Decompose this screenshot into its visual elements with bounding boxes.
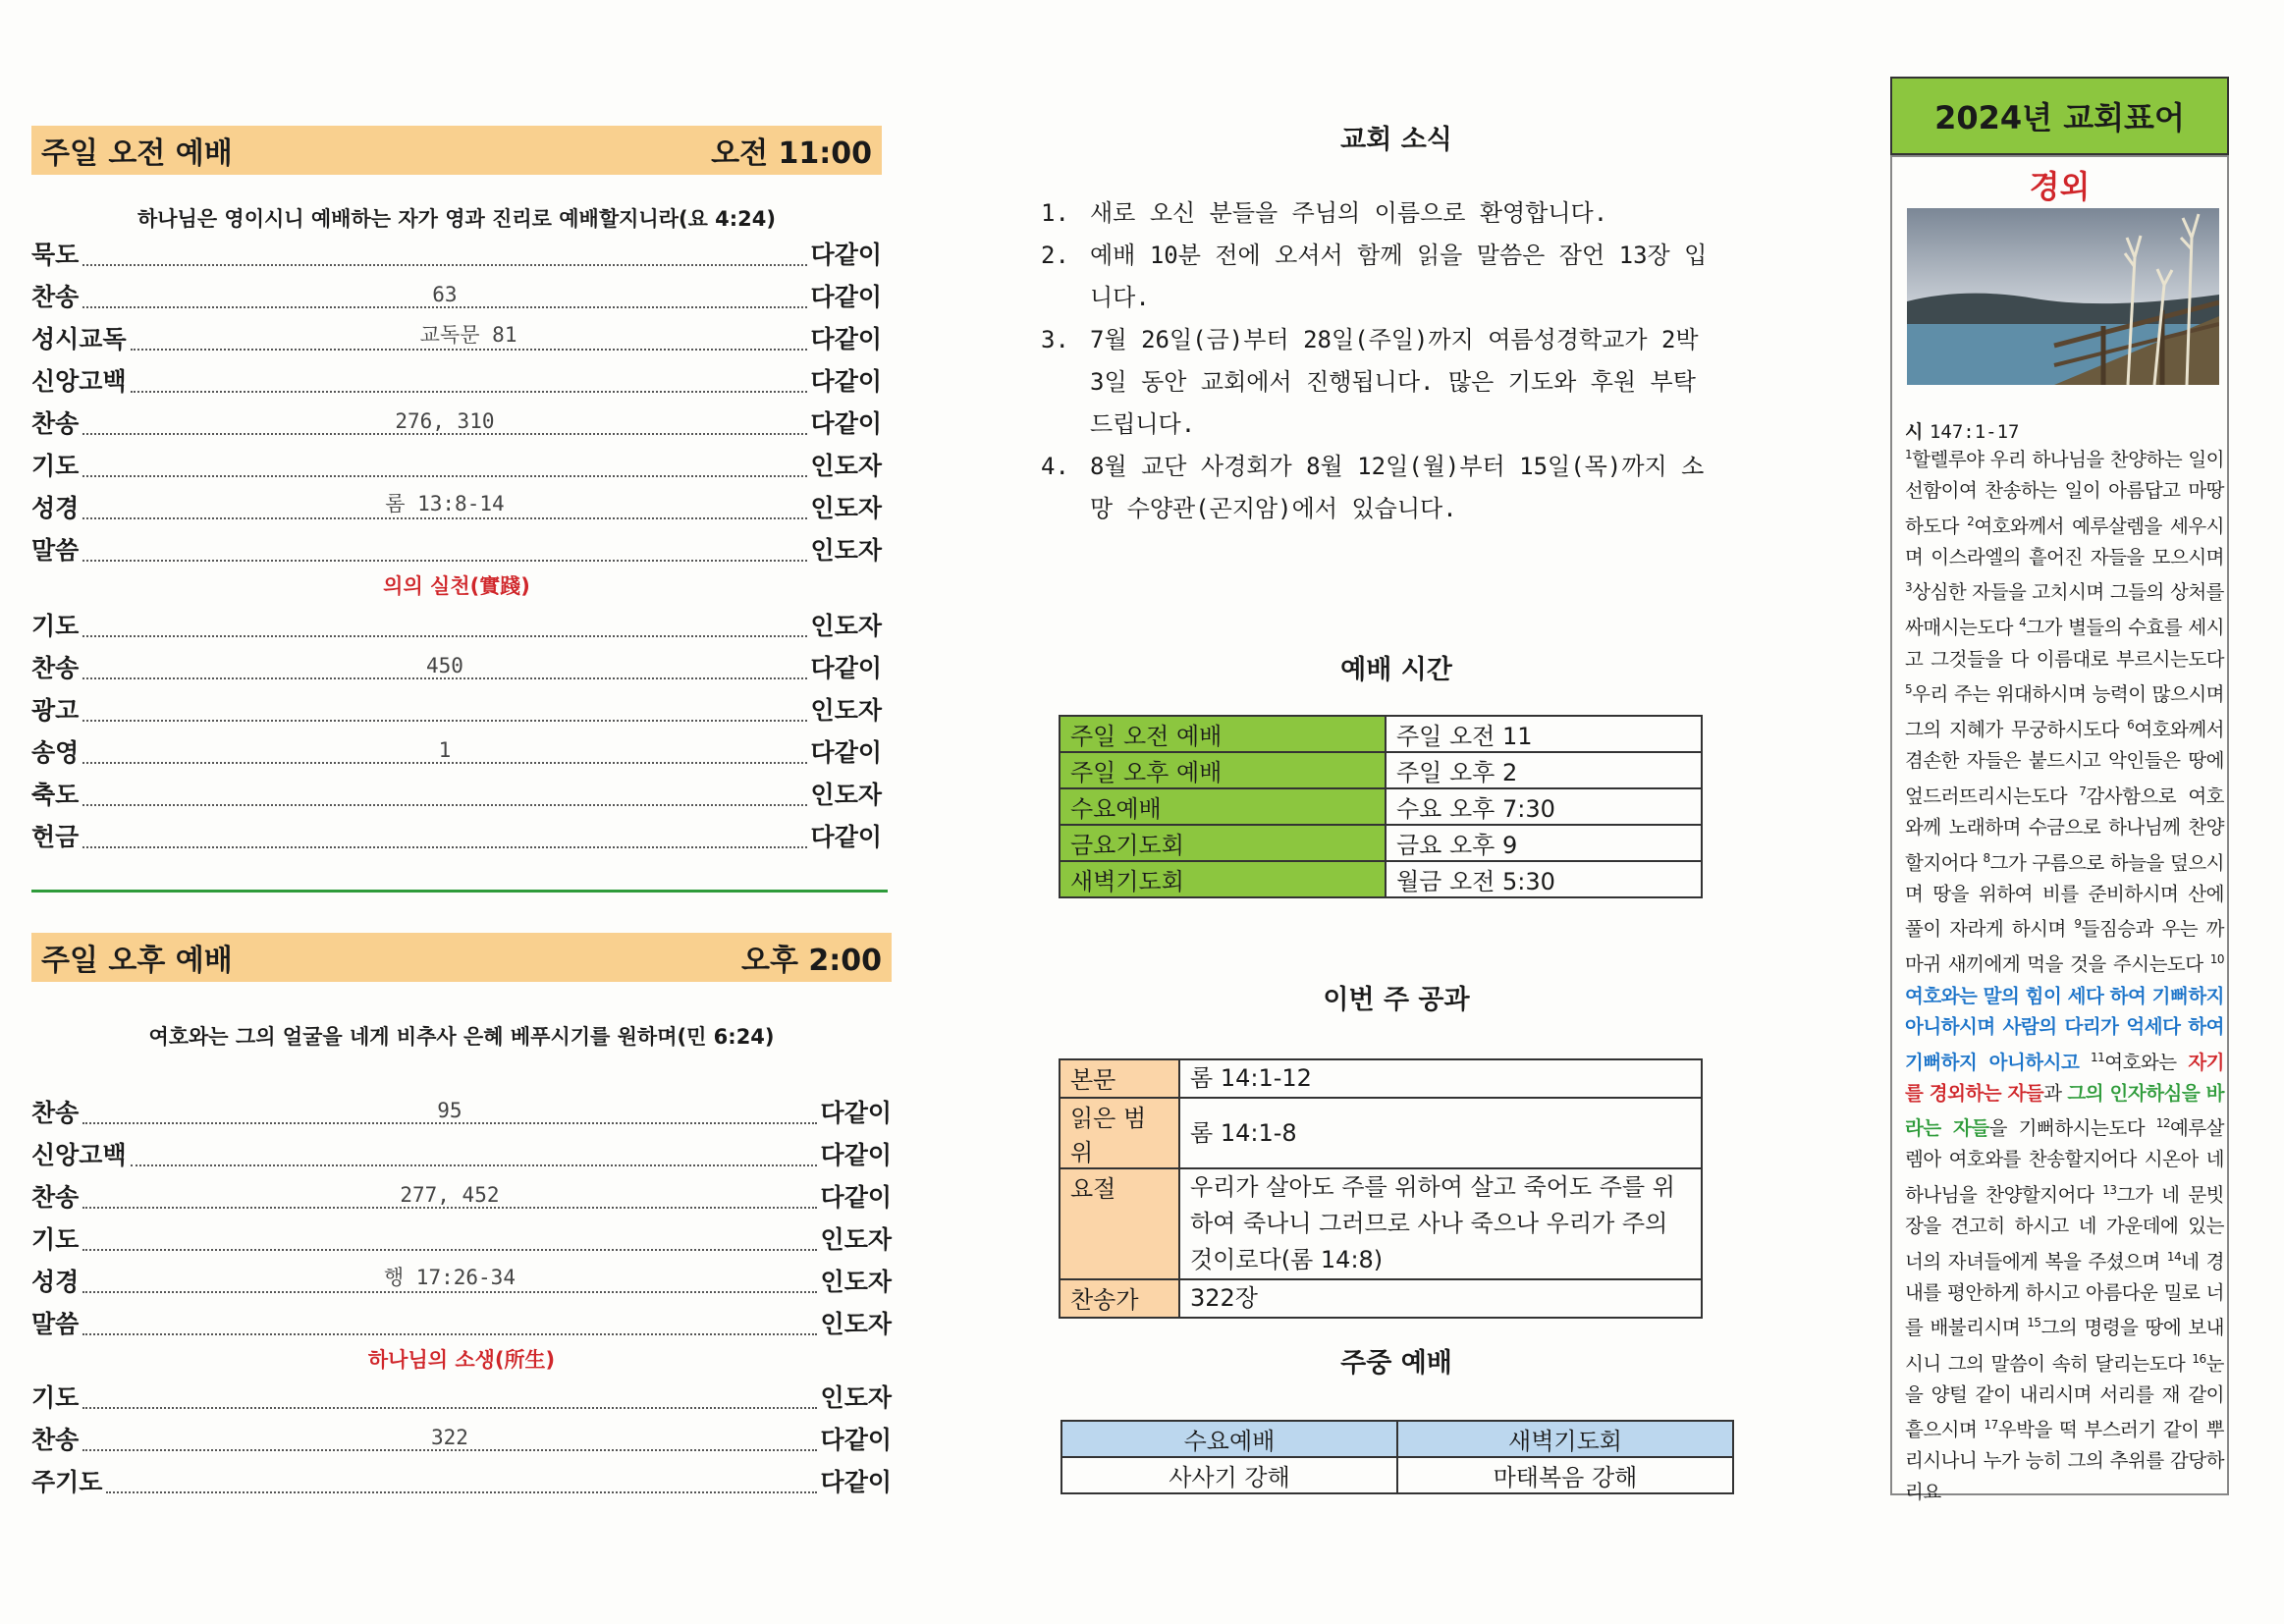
news-number: 3. — [1041, 326, 1069, 353]
order-item-performer: 다같이 — [820, 1141, 892, 1169]
order-item-performer: 다같이 — [820, 1468, 892, 1496]
service-name: 주일 오전 예배 — [1060, 716, 1386, 752]
news-text: 7월 26일(금)부터 28일(주일)까지 여름성경학교가 2박 3일 동안 교회에서 진행됩니다. 많은 기도와 후원 부탁 드립니다. — [1090, 326, 1699, 438]
afternoon-sermon-title: 하나님의 소생(所生) — [367, 1348, 556, 1372]
order-item — [31, 1263, 892, 1305]
order-item-name: 묵도 — [31, 241, 80, 269]
afternoon-order-list-2 — [31, 1379, 892, 1505]
morning-sermon-title: 의의 실천(實踐) — [383, 574, 530, 598]
order-item-performer: 다같이 — [810, 823, 882, 851]
order-item-performer: 인도자 — [820, 1268, 892, 1296]
order-item-name: 신앙고백 — [31, 367, 127, 396]
lesson-label: 요절 — [1060, 1168, 1179, 1279]
service-time-row — [1060, 752, 1702, 788]
order-item-performer: 인도자 — [820, 1225, 892, 1254]
leader-dots — [82, 475, 806, 477]
news-number: 4. — [1041, 453, 1069, 480]
service-times-title: 예배 시간 — [1340, 655, 1452, 685]
leader-dots — [131, 323, 807, 351]
motto-title: 2024년 교회표어 — [1890, 77, 2229, 155]
news-item — [1041, 446, 1709, 530]
order-item — [31, 607, 882, 649]
service-name: 수요예배 — [1060, 788, 1386, 825]
morning-order-list-2 — [31, 607, 882, 860]
order-item-performer: 인도자 — [810, 781, 882, 809]
weekday-title: 주중 예배 — [1340, 1348, 1452, 1379]
lesson-value: 우리가 살아도 주를 위하여 살고 죽어도 주를 위하여 죽나니 그러므로 사나 죽으나 우리가 주의 것이로다(롬 14:8) — [1179, 1168, 1702, 1279]
weekday-header: 새벽기도회 — [1397, 1421, 1733, 1457]
news-text: 새로 오신 분들을 주님의 이름으로 환영합니다. — [1090, 199, 1608, 227]
news-list — [1041, 192, 1709, 530]
order-item-name: 찬송 — [31, 1426, 80, 1454]
morning-verse: 하나님은 영이시니 예배하는 자가 영과 진리로 예배할지니라(요 4:24) — [136, 207, 777, 231]
lesson-title: 이번 주 공과 — [1323, 985, 1470, 1015]
news-item — [1041, 235, 1709, 319]
leader-dots — [82, 738, 806, 764]
weekday-value-row — [1061, 1457, 1733, 1493]
service-time: 금요 오후 9 — [1386, 825, 1702, 861]
lesson-label: 본문 — [1060, 1059, 1179, 1098]
order-item — [31, 1463, 892, 1505]
weekday-header-row — [1061, 1421, 1733, 1457]
leader-dots — [82, 283, 806, 308]
order-item-detail: 322 — [428, 1426, 471, 1449]
order-item-name: 헌금 — [31, 823, 80, 851]
news-item — [1041, 319, 1709, 446]
order-item-detail: 450 — [423, 654, 466, 677]
leader-dots — [82, 804, 806, 806]
order-item — [31, 649, 882, 691]
order-item-name: 성시교독 — [31, 325, 127, 353]
psalm-range: 147:1-17 — [1929, 421, 2020, 443]
service-time: 주일 오전 11 — [1386, 716, 1702, 752]
order-item — [31, 1220, 892, 1263]
order-item-performer: 다같이 — [810, 325, 882, 353]
order-item-detail: 1 — [436, 738, 455, 762]
order-item-name: 광고 — [31, 696, 80, 725]
order-item-name: 송영 — [31, 738, 80, 767]
order-item-performer: 인도자 — [820, 1310, 892, 1338]
leader-dots — [82, 264, 806, 266]
leader-dots — [82, 1183, 816, 1209]
service-name: 금요기도회 — [1060, 825, 1386, 861]
order-item-name: 신앙고백 — [31, 1141, 127, 1169]
order-item — [31, 1178, 892, 1220]
order-item-detail: 행 17:26-34 — [381, 1262, 518, 1291]
order-item-detail: 276, 310 — [392, 409, 497, 433]
order-item-performer: 인도자 — [820, 1383, 892, 1412]
service-name: 새벽기도회 — [1060, 861, 1386, 897]
weekday-header: 수요예배 — [1061, 1421, 1397, 1457]
afternoon-service-header — [31, 933, 892, 982]
service-time-row — [1060, 788, 1702, 825]
order-item — [31, 733, 882, 776]
motto-word: 경외 — [2029, 168, 2091, 205]
order-item-performer: 다같이 — [810, 283, 882, 311]
leader-dots — [82, 492, 806, 519]
lesson-label: 읽은 범위 — [1060, 1098, 1179, 1168]
order-item-name: 기도 — [31, 612, 80, 640]
order-item-name: 기도 — [31, 1383, 80, 1412]
order-item-performer: 인도자 — [810, 612, 882, 640]
news-text: 예배 10분 전에 오셔서 함께 읽을 말씀은 잠언 13장 입니다. — [1090, 242, 1708, 311]
leader-dots — [82, 1333, 816, 1335]
order-item-name: 기도 — [31, 1225, 80, 1254]
service-time-row — [1060, 825, 1702, 861]
afternoon-service-title: 주일 오후 예배 — [41, 944, 233, 978]
order-item-name: 성경 — [31, 1268, 80, 1296]
psalm-book: 시 — [1905, 421, 1924, 443]
weekday-value: 사사기 강해 — [1061, 1457, 1397, 1493]
order-item — [31, 278, 882, 320]
morning-service-time: 오전 11:00 — [711, 136, 872, 171]
weekday-table — [1060, 1420, 1734, 1494]
leader-dots — [131, 1164, 817, 1166]
leader-dots — [82, 1266, 816, 1293]
leader-dots — [82, 1426, 816, 1451]
service-times-table — [1059, 715, 1703, 898]
afternoon-order-list — [31, 1094, 892, 1347]
service-time: 월금 오전 5:30 — [1386, 861, 1702, 897]
order-item-name: 찬송 — [31, 654, 80, 682]
lesson-label: 찬송가 — [1060, 1279, 1179, 1318]
news-item — [1041, 192, 1709, 235]
order-item — [31, 1136, 892, 1178]
morning-service-title: 주일 오전 예배 — [41, 136, 233, 171]
leader-dots — [131, 391, 807, 393]
psalm-text: $^1$할렐루야 우리 하나님을 찬양하는 일이 선함이여 찬송하는 일이 아름답고 마땅하도다 $^2$여호와께서 예루살렘을 세우시며 이스라엘의 흩어진 자들을 모으시며 $^3$상심한 자들을 고치시며 그들의 상처를 싸매시는도다 $^4$그가 별들의 수효를 세시고 그것들을 다 이름대로 부르시는도다 $^5$우리 주는 위대하시며 능력이 많으시며 그의 지혜가 무궁하시도다 $^6$여호와께서 겸손한 자들은 붙드시고 악인들은 땅에 엎드러뜨리시는도다 $^7$감사함으로 여호와께 노래하며 수금으로 하나님께 찬양할지어다 $^8$그가 구름으로 하늘을 덮으시며 땅을 위하여 비를 준비하시며 산에 풀이 자라게 하시며 $^9$들짐승과 우는 까마귀 새끼에게 먹을 것을 주시는도다 $^{10}$여호와는 말의 힘이 세다 하여 기뻐하지 아니하시며 사람의 다리가 억세다 하여 기뻐하지 아니하시고 $^{11}$여호와는 자기를 경외하는 자들과 그의 인자하심을 바라는 자들을 기뻐하시는도다 $^{12}$예루살렘아 여호와를 찬송할지어다 시온아 네 하나님을 찬양할지어다 $^{13}$그가 네 문빗장을 견고히 하시고 네 가운데에 있는 너의 자녀들에게 복을 주셨으며 $^{14}$네 경내를 평안하게 하시고 아름다운 밀로 너를 배불리시며 $^{15}$그의 명령을 땅에 보내시니 그의 말씀이 속히 달리는도다 $^{16}$눈을 양털 같이 내리시며 서리를 재 같이 흩으시며 $^{17}$우박을 떡 부스러기 같이 뿌리시나니 누가 능히 그의 추위를 감당하리요 — [1905, 448, 2225, 1503]
lesson-row — [1060, 1279, 1702, 1318]
order-item-detail: 롬 13:8-14 — [382, 488, 507, 517]
order-item — [31, 447, 882, 489]
order-item-performer: 다같이 — [810, 738, 882, 767]
leader-dots — [82, 635, 806, 637]
order-item-name: 말씀 — [31, 536, 80, 565]
leader-dots — [82, 654, 806, 679]
order-item — [31, 776, 882, 818]
landscape-photo — [1907, 208, 2219, 385]
order-item — [31, 691, 882, 733]
service-time-row — [1060, 716, 1702, 752]
lesson-value: 롬 14:1-12 — [1179, 1059, 1702, 1098]
leader-dots — [82, 1249, 816, 1251]
lesson-row — [1060, 1059, 1702, 1098]
order-item — [31, 1379, 892, 1421]
leader-dots — [82, 720, 806, 722]
morning-service-header — [31, 126, 882, 175]
order-item-name: 찬송 — [31, 1183, 80, 1212]
afternoon-service-time: 오후 2:00 — [740, 944, 882, 978]
afternoon-verse: 여호와는 그의 얼굴을 네게 비추사 은혜 베푸시기를 원하며(민 6:24) — [148, 1025, 775, 1049]
order-item-name: 주기도 — [31, 1468, 103, 1496]
service-name: 주일 오후 예배 — [1060, 752, 1386, 788]
order-item-name: 성경 — [31, 494, 80, 522]
order-item-name: 기도 — [31, 452, 80, 480]
order-item-detail: 95 — [434, 1099, 464, 1122]
lesson-value: 롬 14:1-8 — [1179, 1098, 1702, 1168]
order-item-detail: 277, 452 — [397, 1183, 502, 1207]
order-item — [31, 818, 882, 860]
order-item-performer: 다같이 — [810, 241, 882, 269]
leader-dots — [82, 846, 806, 848]
news-text: 8월 교단 사경회가 8월 12일(월)부터 15일(목)까지 소망 수양관(곤지암)에서 있습니다. — [1090, 453, 1705, 522]
order-item-detail: 63 — [429, 283, 460, 306]
leader-dots — [82, 1099, 816, 1124]
order-item-performer: 다같이 — [810, 367, 882, 396]
lesson-row — [1060, 1168, 1702, 1279]
section-divider — [31, 890, 888, 893]
order-item-performer: 다같이 — [810, 409, 882, 438]
service-time-row — [1060, 861, 1702, 897]
leader-dots — [106, 1491, 816, 1493]
lesson-value: 322장 — [1179, 1279, 1702, 1318]
service-time: 주일 오후 2 — [1386, 752, 1702, 788]
order-item-performer: 인도자 — [810, 536, 882, 565]
order-item — [31, 320, 882, 362]
news-number: 1. — [1041, 199, 1069, 227]
order-item-name: 찬송 — [31, 283, 80, 311]
news-number: 2. — [1041, 242, 1069, 269]
leader-dots — [82, 409, 806, 435]
order-item-performer: 다같이 — [820, 1183, 892, 1212]
order-item-performer: 다같이 — [820, 1099, 892, 1127]
order-item — [31, 362, 882, 405]
order-item-name: 찬송 — [31, 1099, 80, 1127]
order-item-performer: 다같이 — [820, 1426, 892, 1454]
leader-dots — [82, 560, 806, 562]
order-item — [31, 1094, 892, 1136]
lesson-table — [1059, 1058, 1703, 1319]
order-item-performer: 인도자 — [810, 452, 882, 480]
order-item — [31, 1421, 892, 1463]
order-item — [31, 236, 882, 278]
news-title: 교회 소식 — [1340, 125, 1452, 155]
order-item-name: 찬송 — [31, 409, 80, 438]
morning-order-list — [31, 236, 882, 573]
service-time: 수요 오후 7:30 — [1386, 788, 1702, 825]
order-item — [31, 489, 882, 531]
order-item-performer: 인도자 — [810, 696, 882, 725]
leader-dots — [82, 1407, 816, 1409]
order-item-detail: 교독문 81 — [417, 319, 520, 349]
weekday-value: 마태복음 강해 — [1397, 1457, 1733, 1493]
order-item-performer: 인도자 — [810, 494, 882, 522]
order-item-performer: 다같이 — [810, 654, 882, 682]
order-item — [31, 405, 882, 447]
lesson-row — [1060, 1098, 1702, 1168]
order-item-name: 축도 — [31, 781, 80, 809]
order-item-name: 말씀 — [31, 1310, 80, 1338]
